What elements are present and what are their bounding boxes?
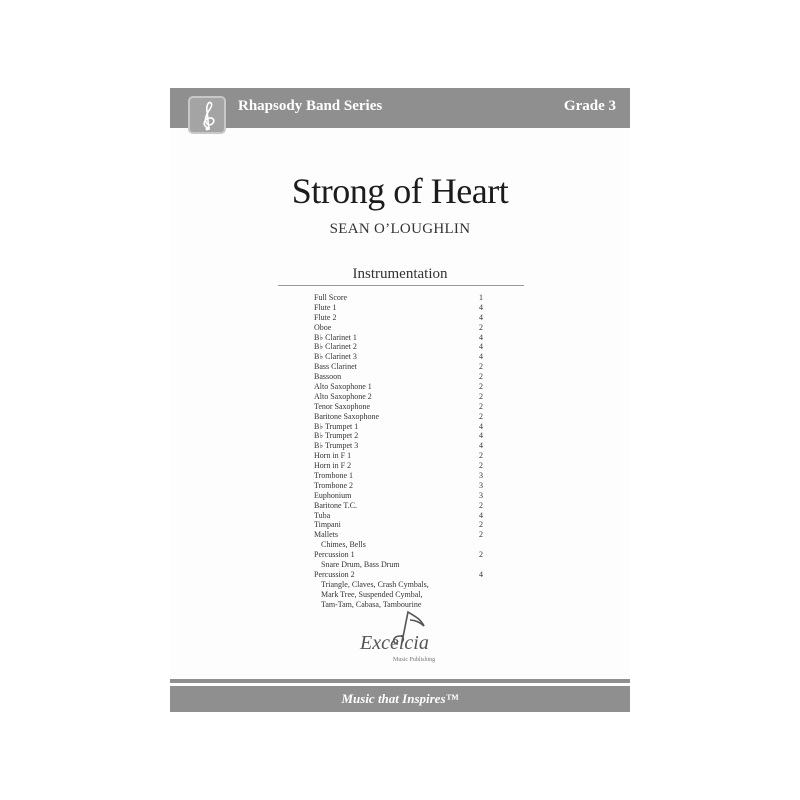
instrument-row	[314, 402, 494, 412]
instrument-row	[314, 471, 494, 481]
instrument-name: Tam-Tam, Cabasa, Tambourine	[321, 599, 422, 609]
instrument-quantity: 2	[479, 391, 483, 401]
instrument-quantity: 4	[479, 441, 483, 451]
instrument-row	[314, 303, 494, 313]
instrument-quantity: 4	[479, 421, 483, 431]
instrument-name: Tuba	[314, 510, 331, 520]
instrument-quantity: 2	[479, 550, 483, 560]
instrument-name: B♭ Clarinet 1	[314, 332, 357, 342]
grade-label: Grade 3	[563, 98, 616, 114]
instrument-row	[314, 570, 494, 580]
footer-rule	[170, 679, 630, 683]
instrument-name: B♭ Trumpet 1	[314, 421, 359, 431]
instrument-name: Oboe	[314, 322, 332, 332]
instrument-name: Flute 1	[314, 302, 337, 312]
instrument-quantity: 2	[479, 372, 483, 382]
instrument-quantity: 2	[479, 411, 483, 421]
tagline: Music that Inspires™	[341, 691, 459, 706]
instrument-quantity: 3	[479, 480, 483, 490]
instrument-name: Bass Clarinet	[314, 362, 357, 372]
instrument-detail	[314, 560, 494, 570]
instrument-row	[314, 342, 494, 352]
instrument-name: Baritone Saxophone	[314, 411, 380, 421]
instrument-row	[314, 461, 494, 471]
instrument-quantity: 2	[479, 362, 483, 372]
instrument-row	[314, 431, 494, 441]
instrument-row	[314, 441, 494, 451]
footer-bar	[170, 686, 630, 712]
instrument-quantity: 2	[479, 401, 483, 411]
instrument-quantity: 2	[479, 451, 483, 461]
instrument-row	[314, 392, 494, 402]
instrument-name: Mallets	[314, 530, 338, 540]
instrument-name: Triangle, Claves, Crash Cymbals,	[321, 579, 429, 589]
instrument-row	[314, 451, 494, 461]
instrument-row	[314, 372, 494, 382]
instrument-name: Tenor Saxophone	[314, 401, 371, 411]
instrument-quantity: 2	[479, 461, 483, 471]
publisher-name: Excelcia	[360, 632, 429, 654]
score-cover	[170, 88, 630, 712]
composer-name: SEAN O’LOUGHLIN	[329, 221, 471, 237]
instrument-name: Flute 2	[314, 312, 337, 322]
instrument-name: Trombone 1	[314, 471, 354, 481]
instrument-quantity: 4	[479, 332, 483, 342]
instrument-quantity: 1	[479, 293, 483, 302]
instrument-name: Baritone T.C.	[314, 500, 358, 510]
instrument-row	[314, 362, 494, 372]
instrument-detail	[314, 540, 494, 550]
instrument-detail	[314, 590, 494, 600]
instrument-quantity: 4	[479, 342, 483, 352]
instrument-row	[314, 550, 494, 560]
instrument-name: Alto Saxophone 2	[314, 391, 372, 401]
series-name: Rhapsody Band Series	[238, 98, 383, 114]
instrument-quantity: 2	[479, 500, 483, 510]
instrument-name: Alto Saxophone 1	[314, 382, 372, 392]
instrument-quantity: 4	[479, 312, 483, 322]
instrument-row	[314, 293, 494, 303]
instrument-quantity: 2	[479, 322, 483, 332]
instrument-quantity: 4	[479, 510, 483, 520]
instrumentation-list	[314, 293, 494, 610]
instrument-row	[314, 481, 494, 491]
instrument-row	[314, 501, 494, 511]
header-bar	[170, 88, 630, 128]
instrument-quantity: 3	[479, 490, 483, 500]
instrument-quantity: 2	[479, 382, 483, 392]
instrument-name: B♭ Clarinet 2	[314, 342, 357, 352]
instrument-name: B♭ Trumpet 3	[314, 441, 359, 451]
instrument-quantity: 4	[479, 302, 483, 312]
instrument-quantity: 2	[479, 520, 483, 530]
instrumentation-heading: Instrumentation	[352, 266, 448, 282]
instrument-row	[314, 520, 494, 530]
instrument-name: B♭ Clarinet 3	[314, 352, 357, 362]
instrument-row	[314, 422, 494, 432]
instrument-name: Trombone 2	[314, 480, 354, 490]
instrument-name: Chimes, Bells	[321, 540, 366, 550]
publisher-subtitle: Music Publishing	[393, 657, 436, 663]
instrument-row	[314, 313, 494, 323]
instrument-name: Snare Drum, Bass Drum	[321, 560, 400, 570]
instrument-detail	[314, 580, 494, 590]
instrument-name: Euphonium	[314, 490, 352, 500]
instrument-row	[314, 352, 494, 362]
divider	[278, 285, 524, 286]
instrument-row	[314, 412, 494, 422]
instrument-quantity: 4	[479, 352, 483, 362]
instrument-quantity: 4	[479, 569, 483, 579]
instrument-name: Percussion 2	[314, 569, 355, 579]
instrument-name: Full Score	[314, 293, 348, 302]
instrument-row	[314, 530, 494, 540]
instrument-name: Mark Tree, Suspended Cymbal,	[321, 589, 423, 599]
instrument-quantity: 2	[479, 530, 483, 540]
instrument-name: B♭ Trumpet 2	[314, 431, 359, 441]
instrument-name: Horn in F 1	[314, 451, 352, 461]
piece-title: Strong of Heart	[291, 171, 509, 211]
instrument-name: Percussion 1	[314, 550, 355, 560]
treble-clef-icon	[188, 96, 226, 134]
instrument-name: Timpani	[314, 520, 341, 530]
instrument-quantity: 3	[479, 471, 483, 481]
instrument-row	[314, 511, 494, 521]
instrument-row	[314, 333, 494, 343]
publisher-logo	[358, 608, 448, 668]
instrument-name: Horn in F 2	[314, 461, 352, 471]
instrument-quantity: 4	[479, 431, 483, 441]
instrument-row	[314, 491, 494, 501]
instrument-row	[314, 323, 494, 333]
instrument-row	[314, 382, 494, 392]
instrument-name: Bassoon	[314, 372, 342, 382]
